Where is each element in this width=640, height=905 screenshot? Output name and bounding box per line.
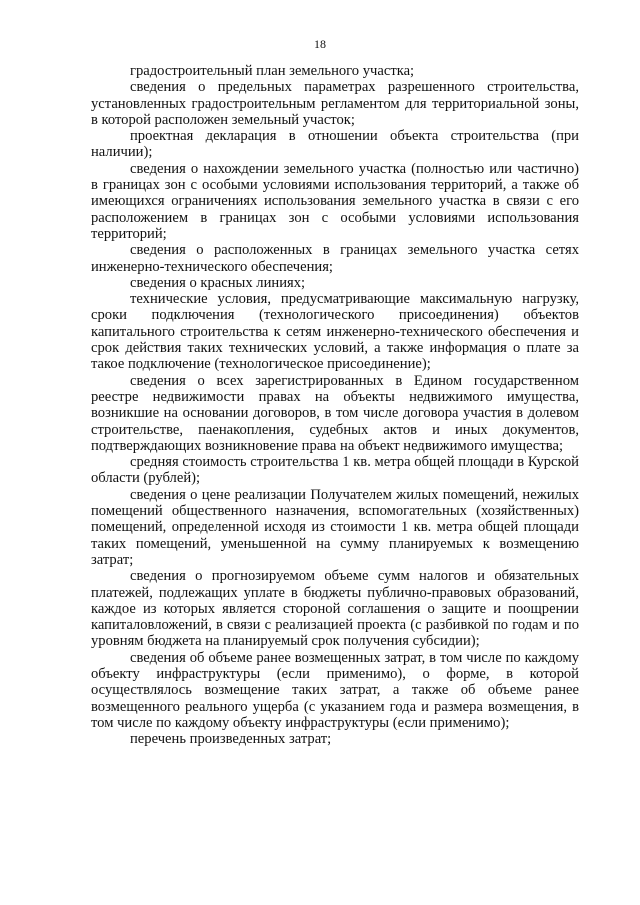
paragraph-technical-conditions: технические условия, предусматривающие максимальную нагрузку, сроки подключения (технологического присоединения) объектов капитального строительства к сетям инженерно-технического обеспечения и срок действия таких технических условий, а также информация о плате за такое подключение (технологическое присоединение); <box>91 291 579 373</box>
paragraph-average-cost: средняя стоимость строительства 1 кв. метра общей площади в Курской области (рублей); <box>91 454 579 487</box>
document-body <box>91 63 579 747</box>
paragraph-red-lines: сведения о красных линиях; <box>130 274 306 291</box>
paragraph-engineering-networks: сведения о расположенных в границах земельного участка сетях инженерно-технического обеспечения; <box>91 242 579 275</box>
paragraph-construction-limits: сведения о предельных параметрах разрешенного строительства, установленных градостроительным регламентом для территориальной зоны, в которой расположен земельный участок; <box>91 79 579 128</box>
page-number: 18 <box>314 37 326 51</box>
paragraph-urban-plan: градостроительный план земельного участка; <box>130 63 415 79</box>
paragraph-sale-price: сведения о цене реализации Получателем жилых помещений, нежилых помещений общественного назначения, вспомогательных (хозяйственных) помещений, определенной исходя из стоимости 1 кв. метра общей площади таких помещений, уменьшенной на сумму планируемых к возмещению затрат; <box>91 486 579 568</box>
paragraph-project-declaration: проектная декларация в отношении объекта строительства (при наличии); <box>91 128 579 161</box>
paragraph-special-zones: сведения о нахождении земельного участка (полностью или частично) в границах зон с особыми условиями использования территорий, а также об имеющихся ограничениях использования земельного участка в связи с его расположением в границах зон с особыми условиями использования территорий; <box>91 160 579 242</box>
paragraph-reimbursed-costs: сведения об объеме ранее возмещенных затрат, в том числе по каждому объекту инфраструктуры (если применимо), о форме, в которой осуществлялось возмещение таких затрат, а также об объеме ранее возмещенного реального ущерба (с указанием года и размера возмещения, в том числе по каждому объекту инфраструктуры (если применимо); <box>91 649 579 731</box>
paragraph-costs-list: перечень произведенных затрат; <box>130 731 332 748</box>
paragraph-tax-forecast: сведения о прогнозируемом объеме сумм налогов и обязательных платежей, подлежащих уплате в бюджеты публично-правовых образований, каждое из которых является стороной соглашения о защите и поощрении капиталовложений, в связи с реализацией проекта (с разбивкой по годам и по уровням бюджета на планируемый срок получения субсидии); <box>91 568 579 650</box>
paragraph-registered-rights: сведения о всех зарегистрированных в Едином государственном реестре недвижимости правах на объекты недвижимого имущества, возникшие на основании договоров, в том числе договора участия в долевом строительстве, паенакопления, судебных актов и иных документов, подтверждающих возникновение права на объект недвижимого имущества; <box>91 372 579 454</box>
